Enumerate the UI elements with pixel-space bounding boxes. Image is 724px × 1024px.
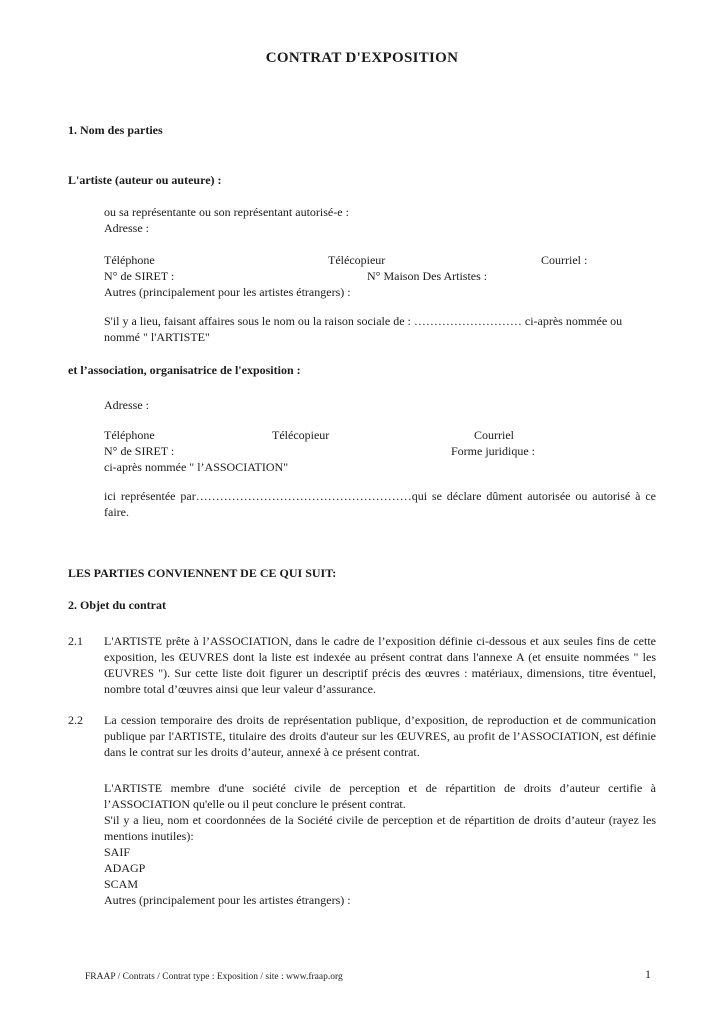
societe-item-scam: SCAM — [104, 877, 139, 891]
artiste-adresse-label: Adresse : — [104, 221, 149, 235]
agreement-heading: LES PARTIES CONVIENNENT DE CE QUI SUIT: — [68, 566, 337, 580]
autres-etrangers-label: Autres (principalement pour les artistes étrangers) : — [104, 893, 351, 907]
artiste-heading: L'artiste (auteur ou auteure) : — [68, 173, 222, 187]
artiste-siret-row — [104, 268, 656, 284]
association-telecopieur-label: Télécopieur — [272, 428, 330, 442]
association-contact-row — [104, 427, 656, 443]
clause-2-2 — [68, 712, 656, 760]
artiste-courriel-label: Courriel : — [541, 253, 588, 267]
clause-2-2-text: La cession temporaire des droits de représentation publique, d’exposition, de reproduction et de communication publique par l'ARTISTE, titulaire des droits d'auteur sur les ŒUVRES, au profit de l’ASSOCIATION, est définie dans le contrat sur les droits d’auteur, annexé à ce présent contrat. — [104, 713, 656, 759]
document-title: CONTRAT D'EXPOSITION — [265, 50, 459, 66]
artiste-telephone-label: Téléphone — [104, 253, 155, 267]
societe-item-adagp: ADAGP — [104, 861, 146, 875]
artiste-siret-label: N° de SIRET : — [104, 269, 175, 283]
association-adresse-label: Adresse : — [104, 398, 149, 412]
association-siret-label: N° de SIRET : — [104, 444, 175, 458]
artiste-telecopieur-label: Télécopieur — [328, 253, 386, 267]
societe-item-saif: SAIF — [104, 845, 131, 859]
association-siret-row — [104, 443, 656, 459]
clause-2-1 — [68, 633, 656, 697]
clause-2-1-text: L'ARTISTE prête à l’ASSOCIATION, dans le cadre de l’exposition définie ci-dessous et aux seules fins de cette exposition, les ŒUVRES dont la liste est indexée au présent contrat dans l'annexe A (et ensuite nommées " les ŒUVRES "). Sur cette liste doit figurer un descriptif précis des œuvres : matériaux, dimensions, titre éventuel, nombre total d’œuvres ainsi que leur valeur d’assurance. — [104, 634, 656, 696]
section-2-heading: 2. Objet du contrat — [68, 598, 166, 612]
association-heading: et l’association, organisatrice de l'exposition : — [68, 363, 301, 377]
association-forme-juridique-label: Forme juridique : — [451, 444, 535, 458]
association-courriel-label: Courriel — [474, 428, 514, 442]
clause-2-2-number: 2.2 — [68, 713, 83, 727]
artiste-raison-sociale-block — [104, 313, 656, 345]
section-1-heading: 1. Nom des parties — [68, 123, 163, 137]
artiste-autres-label: Autres (principalement pour les artistes étrangers) : — [104, 285, 351, 299]
artiste-representant-line: ou sa représentante ou son représentant autorisé-e : — [104, 205, 349, 219]
association-ci-apres-line: ci-après nommée " l’ASSOCIATION" — [104, 460, 289, 474]
societe-civile-paragraph: S'il y a lieu, nom et coordonnées de la Société civile de perception et de répartition de droits d’auteur (rayez les mentions inutiles): — [104, 813, 656, 843]
artiste-contact-row — [104, 252, 656, 268]
association-telephone-label: Téléphone — [104, 428, 155, 442]
page-number: 1 — [645, 967, 651, 981]
association-representee-line: ici représentée par………………………………………………qui se déclare dûment autorisée ou autorisé à ce faire. — [104, 489, 656, 519]
clause-2-1-number: 2.1 — [68, 634, 83, 648]
artiste-maison-des-artistes-label: N° Maison Des Artistes : — [367, 269, 488, 283]
artiste-intro-block — [104, 204, 656, 236]
footer-breadcrumb: FRAAP / Contrats / Contrat type : Exposition / site : www.fraap.org — [85, 972, 343, 982]
raison-sociale-line-2: nommé " l'ARTISTE" — [104, 330, 210, 344]
clause-2-2-continuation-block — [104, 780, 656, 908]
raison-sociale-line-1: S'il y a lieu, faisant affaires sous le nom ou la raison sociale de : ……………………… ci-après nommée ou — [104, 314, 623, 328]
membre-paragraph: L'ARTISTE membre d'une société civile de perception et de répartition de droits d’auteur certifie à l’ASSOCIATION qu'elle ou il peut conclure le présent contrat. — [104, 781, 656, 811]
